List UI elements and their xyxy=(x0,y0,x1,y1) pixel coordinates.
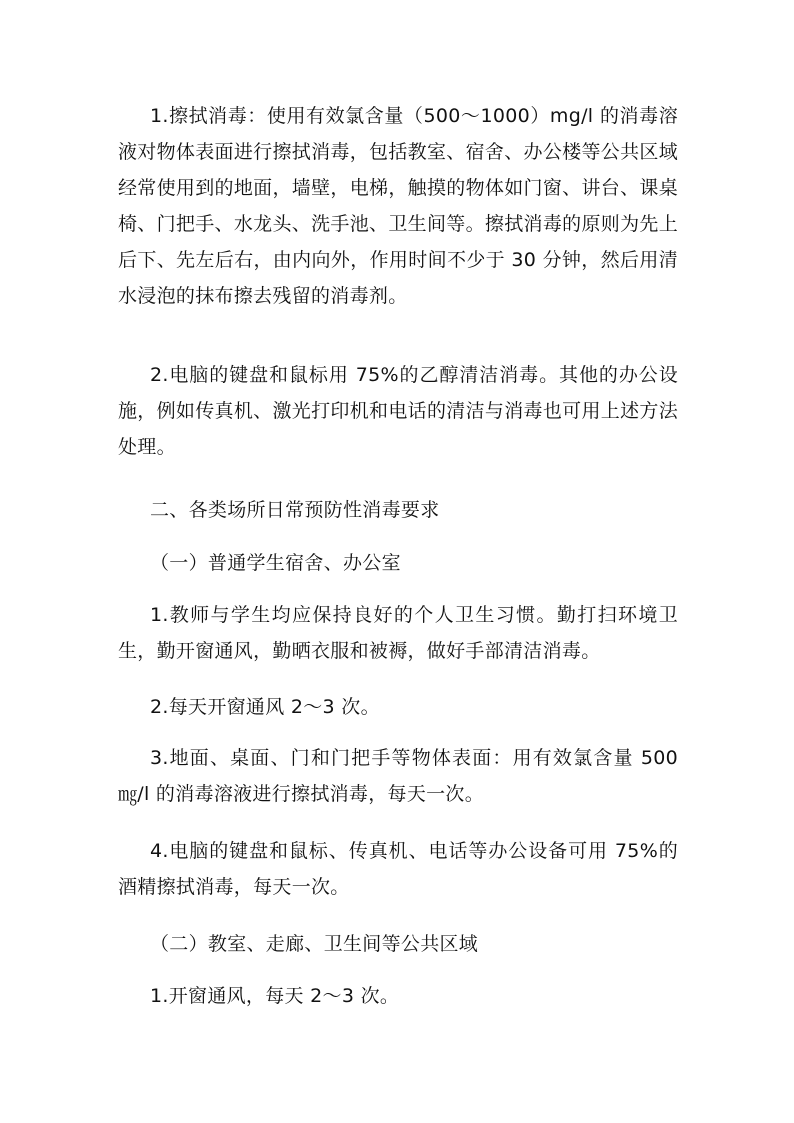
paragraph-surface-cleaning: 3.地面、桌面、门和门把手等物体表面：用有效氯含量 500㎎/l 的消毒溶液进行擦拭消毒，每天一次。 xyxy=(118,747,678,805)
paragraph-wipe-disinfection: 1.擦拭消毒：使用有效氯含量（500～1000）mg/l 的消毒溶液对物体表面进行擦拭消毒，包括教室、宿舍、办公楼等公共区域经常使用到的地面，墙壁，电梯，触摸的物体如门窗、讲台、课桌椅、门把手、水龙头、洗手池、卫生间等。擦拭消毒的原则为先上后下、先左后右，由内向外，作用时间不少于 30 分钟，然后用清水浸泡的抹布擦去残留的消毒剂。 xyxy=(118,105,678,307)
paragraph-ventilation: 2.每天开窗通风 2～3 次。 xyxy=(150,696,380,718)
subsection-heading-dorm-office: （一）普通学生宿舍、办公室 xyxy=(150,552,401,574)
paragraph-office-equipment: 4.电脑的键盘和鼠标、传真机、电话等办公设备可用 75%的酒精擦拭消毒，每天一次。 xyxy=(118,840,678,898)
paragraph-keyboard-mouse: 2.电脑的键盘和鼠标用 75%的乙醇清洁消毒。其他的办公设施，例如传真机、激光打印机和电话的清洁与消毒也可用上述方法处理。 xyxy=(118,364,678,458)
subsection-heading-public-areas: （二）教室、走廊、卫生间等公共区域 xyxy=(150,933,479,955)
paragraph-public-ventilation: 1.开窗通风，每天 2～3 次。 xyxy=(150,985,400,1007)
section-heading-daily-disinfection: 二、各类场所日常预防性消毒要求 xyxy=(150,499,440,521)
paragraph-hygiene-habits: 1.教师与学生均应保持良好的个人卫生习惯。勤打扫环境卫生，勤开窗通风，勤晒衣服和被褥，做好手部清洁消毒。 xyxy=(118,604,678,662)
